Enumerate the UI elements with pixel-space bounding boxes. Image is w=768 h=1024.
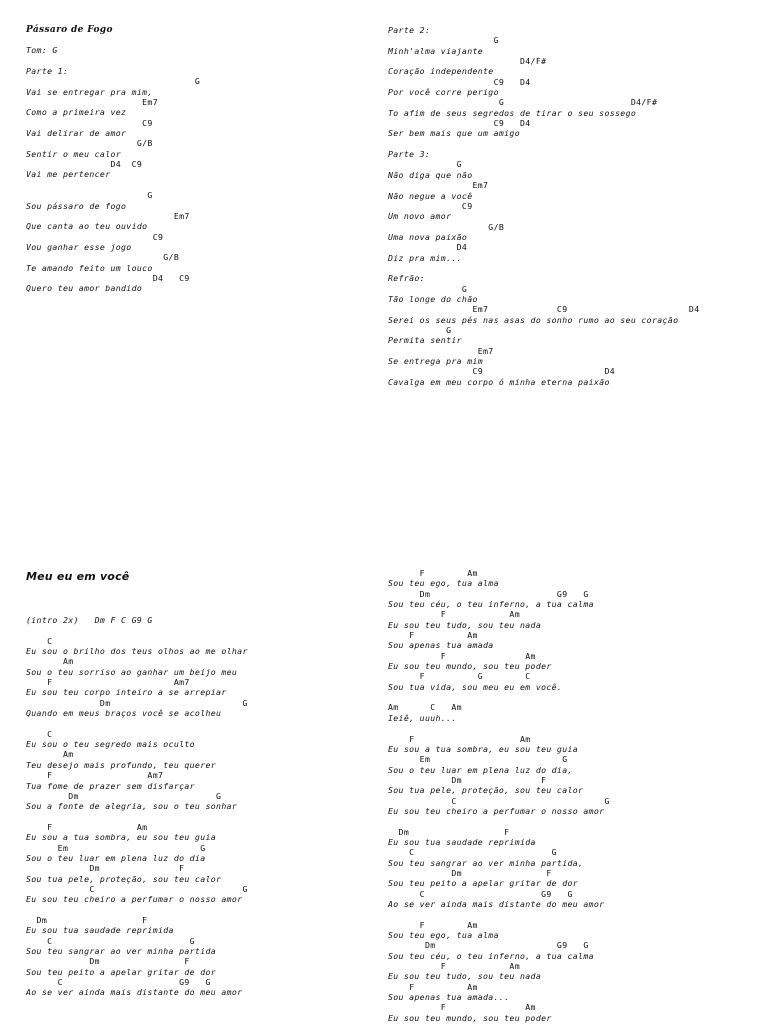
- lyric-line: Sou teu peito a apelar gritar de dor: [388, 878, 579, 889]
- lyric-line: Não negue a você: [388, 190, 473, 201]
- chord-line: D4: [388, 242, 468, 253]
- song1-left-column: [26, 25, 200, 294]
- lyric-line: Eu sou tua saudade reprimida: [26, 925, 174, 936]
- lyric-line: Tão longe do chão: [388, 293, 478, 304]
- lyric-line: Ao se ver ainda mais distante do meu amor: [26, 987, 243, 998]
- chord-line: Dm F: [388, 774, 547, 785]
- chord-line: C G: [388, 795, 610, 806]
- chord-line: C G: [388, 847, 557, 858]
- chord-line: F Am: [388, 919, 478, 930]
- lyric-line: Sou teu sangrar ao ver minha partida: [26, 946, 217, 956]
- chord-line: G: [26, 76, 201, 87]
- lyric-line: Tom: G: [26, 45, 58, 56]
- lyric-line: Sou tua pele, proteção, sou teu calor: [26, 873, 222, 884]
- lyric-line: Eu sou o brilho dos teus olhos ao me olhar: [26, 646, 248, 657]
- chord-line: F Am: [388, 1002, 536, 1013]
- lyric-line: Permita sentir: [388, 335, 462, 346]
- chord-line: Em G: [388, 754, 568, 765]
- chord-line: Dm G: [26, 790, 222, 801]
- lyric-line: Sou teu ego, tua alma: [388, 578, 499, 589]
- spacer: [26, 35, 200, 45]
- song2-title: Meu eu em você: [26, 570, 130, 583]
- chord-line: C: [26, 635, 53, 646]
- chord-line: Am C Am: [388, 702, 462, 713]
- lyric-line: Vai me pertencer: [26, 169, 111, 180]
- lyric-line: Eu sou teu cheiro a perfumar o nosso amor: [388, 805, 605, 816]
- chord-line: G: [388, 35, 499, 46]
- lyric-line: Que canta ao teu ouvido: [26, 221, 148, 232]
- chord-line: Dm F: [388, 826, 510, 837]
- song2-col1-text: [26, 615, 248, 998]
- chord-line: Dm G9 G: [388, 588, 589, 599]
- chord-line: Am: [26, 749, 74, 760]
- chord-line: F Am: [388, 568, 478, 578]
- lyric-line: To afim de seus segredos de tirar o seu sossego: [388, 107, 637, 118]
- lyric-line: Te amando feito um louco: [26, 262, 153, 273]
- lyric-line: Sou teu céu, o teu inferno, a tua calma: [388, 599, 594, 610]
- lyric-line: Minh'alma viajante: [388, 45, 484, 56]
- lyric-line: Parte 1:: [26, 66, 69, 77]
- lyric-line: Eu sou teu mundo, sou teu poder: [388, 1012, 552, 1023]
- lyric-line: Vou ganhar esse jogo: [26, 241, 132, 252]
- song2-right-column: [388, 568, 610, 1023]
- chord-line: D4 C9: [26, 272, 190, 283]
- lyric-line: Eu sou teu corpo inteiro a se arrepiar: [26, 687, 227, 698]
- lyric-line: Sou o teu luar em plena luz do dia,: [388, 764, 573, 775]
- chord-line: C9 D4: [388, 366, 616, 377]
- lyric-line: Parte 3:: [388, 149, 431, 160]
- chord-line: C G: [26, 883, 248, 894]
- lyric-line: Eu sou a tua sombra, eu sou teu guia: [388, 743, 579, 754]
- lyric-line: Sou teu sangrar ao ver minha partida,: [388, 857, 584, 868]
- spacer: [26, 583, 248, 615]
- lyric-line: Quando em meus braços você se acolheu: [26, 708, 222, 719]
- song1-title: Pássaro de Fogo: [26, 25, 113, 35]
- lyric-line: Sou tua pele, proteção, sou teu calor: [388, 785, 584, 796]
- chord-line: C9: [388, 200, 473, 211]
- chord-line: C9 D4: [388, 118, 531, 129]
- lyric-line: Vai se entregar pra mim,: [26, 86, 153, 97]
- chord-line: Dm G9 G: [388, 940, 589, 951]
- lyric-line: Uma nova paixão: [388, 231, 468, 242]
- chord-line: F G C: [388, 671, 531, 682]
- lyric-line: Sentir o meu calor: [26, 148, 122, 159]
- lyric-line: Sou pássaro de fogo: [26, 200, 127, 211]
- chord-line: G: [388, 159, 462, 170]
- lyric-line: Eu sou teu mundo, sou teu poder: [388, 661, 552, 672]
- lyric-line: Como a primeira vez: [26, 107, 127, 118]
- chord-line: C G9 G: [26, 977, 211, 988]
- lyric-line: Tua fome de prazer sem disfarçar: [26, 780, 195, 791]
- lyric-line: Eu sou o teu segredo mais oculto: [26, 739, 195, 750]
- lyric-line: Sou teu peito a apelar gritar de dor: [26, 966, 217, 977]
- chord-line: C9 D4: [388, 76, 531, 87]
- lyric-line: Sou a fonte de alegria, sou o teu sonhar: [26, 801, 238, 812]
- chord-line: G/B: [388, 221, 505, 232]
- lyric-line: Um novo amor: [388, 211, 452, 222]
- song1-right-column: [388, 25, 699, 387]
- chord-line: F Am: [388, 650, 536, 661]
- lyric-line: Vai delirar de amor: [26, 128, 127, 139]
- chord-line: G/B: [26, 138, 153, 149]
- lyric-line: Parte 2:: [388, 25, 431, 35]
- chord-line: F Am: [388, 961, 520, 972]
- lyric-line: Eu sou teu tudo, sou teu nada: [388, 971, 542, 982]
- lyric-line: Sou teu ego, tua alma: [388, 930, 499, 941]
- lyric-line: Ser bem mais que um amigo: [388, 128, 520, 139]
- chord-line: F Am: [388, 630, 478, 641]
- chord-line: Dm F: [26, 956, 190, 967]
- chord-line: G: [388, 283, 468, 294]
- lyric-line: Refrão:: [388, 273, 425, 284]
- lyric-line: Sou tua vida, sou meu eu em você.: [388, 681, 563, 692]
- lyric-line: Sou apenas tua amada...: [388, 992, 510, 1003]
- lyric-line: Sou o teu luar em plena luz do dia: [26, 852, 206, 863]
- lyric-line: Eu sou tua saudade reprimida: [388, 836, 536, 847]
- chord-line: D4 C9: [26, 159, 143, 170]
- lyric-line: Ieiê, uuuh...: [388, 712, 457, 723]
- lyric-line: Sou apenas tua amada: [388, 640, 494, 651]
- chord-line: Dm G: [26, 697, 248, 708]
- lyric-line: Sou teu céu, o teu inferno, a tua calma: [388, 950, 594, 961]
- chord-line: Dm F: [388, 867, 552, 878]
- chord-line: G: [26, 190, 153, 201]
- lyric-line: Ao se ver ainda mais distante do meu amor: [388, 899, 605, 909]
- lyric-line: Teu desejo mais profundo, teu querer: [26, 759, 217, 770]
- lyric-line: Por você corre perigo: [388, 87, 499, 98]
- lyric-line: Sou o teu sorriso ao ganhar um beijo meu: [26, 666, 238, 677]
- lyric-line: Serei os seus pés nas asas do sonho rumo ao seu coração: [388, 314, 679, 325]
- lyric-line: Eu sou teu cheiro a perfumar o nosso amor: [26, 894, 243, 905]
- chord-line: C9: [26, 231, 164, 242]
- lyric-line: Diz pra mim...: [388, 252, 462, 263]
- chord-line: F Am7: [26, 677, 190, 688]
- chord-line: C G: [26, 935, 195, 946]
- lyric-line: Não diga que não: [388, 169, 473, 180]
- lyric-line: Cavalga em meu corpo ó minha eterna paixão: [388, 376, 610, 387]
- chord-line: Em7 C9 D4: [388, 304, 700, 315]
- lyric-line: Coração independente: [388, 66, 494, 77]
- lyric-line: Se entrega pra mim: [388, 356, 484, 366]
- chord-line: F Am: [388, 981, 478, 992]
- chord-line: F Am: [388, 609, 520, 620]
- song1-col2-text: [388, 25, 699, 387]
- chord-line: Em G: [26, 842, 206, 853]
- chord-line: Em7: [388, 180, 489, 191]
- chord-line: Em7: [26, 210, 190, 221]
- chord-line: Am: [26, 656, 74, 667]
- chord-line: F Am: [388, 733, 531, 744]
- chord-line: Em7: [26, 97, 158, 108]
- song1-col1-text: [26, 45, 200, 293]
- lyric-line: Eu sou teu tudo, sou teu nada: [388, 619, 542, 630]
- chord-line: C: [26, 728, 53, 739]
- lyric-line: (intro 2x) Dm F C G9 G: [26, 615, 153, 625]
- chord-line: C9: [26, 117, 153, 128]
- chord-line: G/B: [26, 252, 180, 263]
- chord-line: F Am7: [26, 770, 164, 781]
- chord-line: Dm F: [26, 863, 185, 874]
- chord-line: D4/F#: [388, 56, 547, 67]
- chord-line: F Am: [26, 821, 148, 832]
- chord-line: C G9 G: [388, 888, 573, 899]
- lyric-line: Eu sou a tua sombra, eu sou teu guia: [26, 832, 217, 843]
- chord-line: Em7: [388, 345, 494, 356]
- lyric-line: Quero teu amor bandido: [26, 283, 143, 294]
- song2-left-column: [26, 570, 248, 998]
- chord-line: Dm F: [26, 914, 148, 925]
- chord-line: G: [388, 324, 452, 335]
- song2-col2-text: [388, 568, 610, 1023]
- chord-line: G D4/F#: [388, 97, 658, 108]
